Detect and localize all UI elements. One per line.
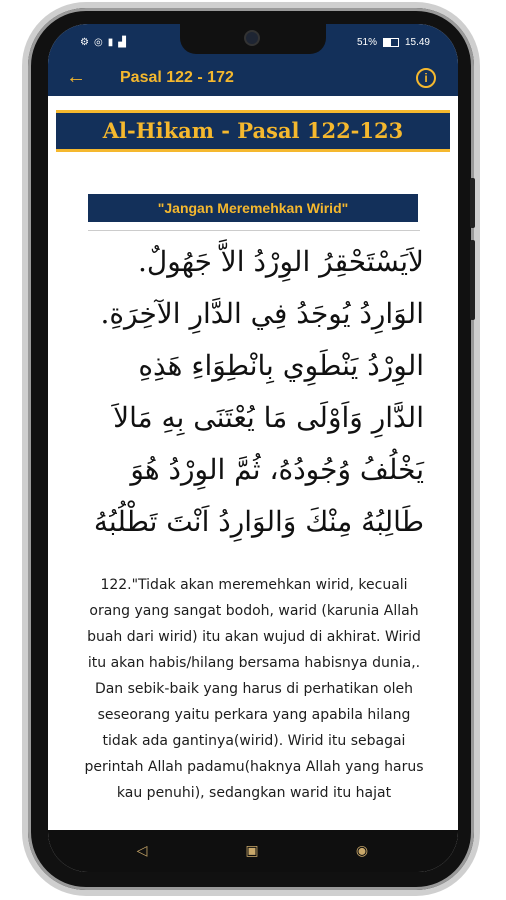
app-bar bbox=[48, 60, 458, 96]
battery-icon bbox=[383, 38, 399, 47]
info-icon[interactable]: i bbox=[416, 68, 436, 88]
back-triangle-icon[interactable]: ◁ bbox=[136, 842, 148, 858]
chapter-header bbox=[56, 110, 450, 152]
status-icons-left bbox=[80, 37, 126, 48]
status-icons-right bbox=[357, 37, 430, 48]
section-title: "Jangan Meremehkan Wirid" bbox=[88, 194, 418, 222]
battery-level: 51% bbox=[356, 37, 377, 48]
clock: 15.49 bbox=[404, 37, 430, 48]
home-square-icon[interactable]: ▣ bbox=[245, 842, 259, 858]
status-bar bbox=[48, 24, 458, 60]
arabic-text: لاَيَسْتَحْقِرُ الوِرْدُ الاَّ جَهُولٌ. الوَارِدُ يُوجَدُ فِي الدَّارِ الآخِرَةِ. الوِرْدُ يَنْطَوِي بِانْطِوَاءِ هَذِهِ الدَّارِ وَاَوْلَى مَا يُعْتَنَى بِهِ مَالاَ يَخْلُفُ وُجُودُهُ، ثُمَّ الوِرْدُ هُوَ طَالِبُهُ مِنْكَ وَالوَارِدُ اَنْتَ تَطْلُبُهُ bbox=[93, 245, 424, 538]
side-button bbox=[470, 178, 475, 228]
recent-circle-icon[interactable]: ◉ bbox=[355, 842, 369, 858]
chapter-title: Al-Hikam - Pasal 122-123 bbox=[102, 118, 404, 143]
app-bar-title: Pasal 122 - 172 bbox=[120, 69, 234, 86]
sim-icon: ▮ bbox=[107, 37, 114, 48]
divider bbox=[88, 230, 420, 231]
camera-icon bbox=[246, 32, 258, 44]
translation-text: 122."Tidak akan meremehkan wirid, kecuali orang yang sangat bodoh, warid (karunia Allah buah dari wirid) itu akan wujud di akhirat. Wirid itu akan habis/hilang bersama habisnya dunia,. Dan sebik-baik yang harus di perhatikan oleh seseorang yaitu perkara yang apabila hilang tidak ada gantinya(wirid). Wirid itu sebagai perintah Allah padamu(haknya Allah yang harus kau penuhi), sedangkan warid itu hajat bbox=[84, 577, 424, 801]
sync-icon: ◎ bbox=[93, 37, 103, 48]
back-arrow-icon[interactable]: ← bbox=[66, 66, 86, 88]
camera-notch bbox=[180, 24, 326, 54]
screen bbox=[48, 24, 458, 872]
signal-icon: ▟ bbox=[118, 37, 126, 48]
settings-icon: ⚙ bbox=[80, 37, 89, 48]
side-button bbox=[470, 240, 475, 320]
system-nav-bar bbox=[48, 830, 458, 872]
